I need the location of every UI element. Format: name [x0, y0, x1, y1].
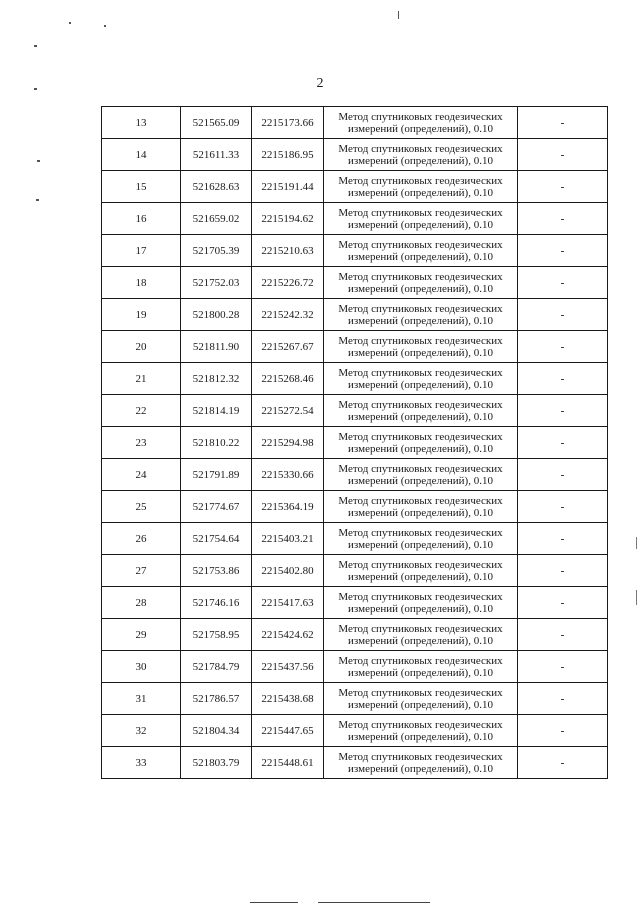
method-text-line-2: измерений (определений), 0.10: [348, 250, 493, 263]
method-cell: [324, 107, 518, 139]
extra-cell: -: [518, 459, 608, 491]
point-number-cell: 14: [102, 139, 181, 171]
x-coordinate-cell: 521804.34: [181, 715, 252, 747]
method-cell: [324, 171, 518, 203]
method-cell: [324, 139, 518, 171]
method-text-line-1: Метод спутниковых геодезических: [338, 430, 503, 443]
y-coordinate-cell: 2215267.67: [252, 331, 324, 363]
method-text-line-2: измерений (определений), 0.10: [348, 570, 493, 583]
method-cell: [324, 331, 518, 363]
extra-cell: -: [518, 747, 608, 779]
x-coordinate-cell: 521812.32: [181, 363, 252, 395]
y-coordinate-cell: 2215330.66: [252, 459, 324, 491]
y-coordinate-cell: 2215402.80: [252, 555, 324, 587]
method-text-line-1: Метод спутниковых геодезических: [338, 654, 503, 667]
method-text-line-1: Метод спутниковых геодезических: [338, 494, 503, 507]
point-number-cell: 13: [102, 107, 181, 139]
extra-cell: -: [518, 587, 608, 619]
extra-cell: -: [518, 363, 608, 395]
method-text-line-2: измерений (определений), 0.10: [348, 634, 493, 647]
method-cell: [324, 427, 518, 459]
point-number-cell: 31: [102, 683, 181, 715]
x-coordinate-cell: 521803.79: [181, 747, 252, 779]
point-number-cell: 26: [102, 523, 181, 555]
x-coordinate-cell: 521784.79: [181, 651, 252, 683]
scan-speck: [34, 45, 37, 47]
method-text-line-2: измерений (определений), 0.10: [348, 442, 493, 455]
method-text-line-1: Метод спутниковых геодезических: [338, 590, 503, 603]
scan-speck: [37, 160, 40, 162]
y-coordinate-cell: 2215191.44: [252, 171, 324, 203]
table-row: [102, 555, 608, 587]
y-coordinate-cell: 2215364.19: [252, 491, 324, 523]
x-coordinate-cell: 521811.90: [181, 331, 252, 363]
point-number-cell: 18: [102, 267, 181, 299]
method-text-line-2: измерений (определений), 0.10: [348, 762, 493, 775]
extra-cell: -: [518, 235, 608, 267]
method-text-line-1: Метод спутниковых геодезических: [338, 686, 503, 699]
table-row: [102, 395, 608, 427]
y-coordinate-cell: 2215448.61: [252, 747, 324, 779]
method-text-line-1: Метод спутниковых геодезических: [338, 558, 503, 571]
point-number-cell: 25: [102, 491, 181, 523]
method-text-line-2: измерений (определений), 0.10: [348, 346, 493, 359]
footer-rule: [318, 902, 430, 903]
y-coordinate-cell: 2215210.63: [252, 235, 324, 267]
method-text-line-1: Метод спутниковых геодезических: [338, 302, 503, 315]
method-text-line-2: измерений (определений), 0.10: [348, 218, 493, 231]
x-coordinate-cell: 521800.28: [181, 299, 252, 331]
method-text-line-2: измерений (определений), 0.10: [348, 506, 493, 519]
y-coordinate-cell: 2215294.98: [252, 427, 324, 459]
method-cell: [324, 683, 518, 715]
method-cell: [324, 491, 518, 523]
point-number-cell: 19: [102, 299, 181, 331]
method-text-line-1: Метод спутниковых геодезических: [338, 398, 503, 411]
table-row: [102, 299, 608, 331]
method-cell: [324, 363, 518, 395]
table-row: [102, 107, 608, 139]
method-text-line-1: Метод спутниковых геодезических: [338, 238, 503, 251]
point-number-cell: 22: [102, 395, 181, 427]
method-text-line-2: измерений (определений), 0.10: [348, 378, 493, 391]
table-row: [102, 651, 608, 683]
y-coordinate-cell: 2215424.62: [252, 619, 324, 651]
method-cell: [324, 267, 518, 299]
method-text-line-1: Метод спутниковых геодезических: [338, 718, 503, 731]
table-row: [102, 267, 608, 299]
x-coordinate-cell: 521705.39: [181, 235, 252, 267]
extra-cell: -: [518, 203, 608, 235]
method-cell: [324, 395, 518, 427]
x-coordinate-cell: 521786.57: [181, 683, 252, 715]
x-coordinate-cell: 521752.03: [181, 267, 252, 299]
y-coordinate-cell: 2215437.56: [252, 651, 324, 683]
y-coordinate-cell: 2215403.21: [252, 523, 324, 555]
extra-cell: -: [518, 139, 608, 171]
method-text-line-1: Метод спутниковых геодезических: [338, 334, 503, 347]
method-text-line-1: Метод спутниковых геодезических: [338, 462, 503, 475]
y-coordinate-cell: 2215226.72: [252, 267, 324, 299]
y-coordinate-cell: 2215438.68: [252, 683, 324, 715]
method-text-line-2: измерений (определений), 0.10: [348, 666, 493, 679]
point-number-cell: 30: [102, 651, 181, 683]
table-row: [102, 747, 608, 779]
method-cell: [324, 619, 518, 651]
method-cell: [324, 587, 518, 619]
table-row: [102, 331, 608, 363]
method-text-line-1: Метод спутниковых геодезических: [338, 110, 503, 123]
coordinates-table: [101, 106, 608, 779]
method-text-line-1: Метод спутниковых геодезических: [338, 142, 503, 155]
extra-cell: -: [518, 619, 608, 651]
table-row: [102, 363, 608, 395]
x-coordinate-cell: 521791.89: [181, 459, 252, 491]
y-coordinate-cell: 2215417.63: [252, 587, 324, 619]
method-cell: [324, 747, 518, 779]
point-number-cell: 33: [102, 747, 181, 779]
point-number-cell: 32: [102, 715, 181, 747]
x-coordinate-cell: 521565.09: [181, 107, 252, 139]
table-row: [102, 523, 608, 555]
table-row: [102, 459, 608, 491]
method-text-line-2: измерений (определений), 0.10: [348, 474, 493, 487]
method-text-line-2: измерений (определений), 0.10: [348, 282, 493, 295]
x-coordinate-cell: 521753.86: [181, 555, 252, 587]
point-number-cell: 29: [102, 619, 181, 651]
scan-edge-line: [636, 590, 637, 605]
method-text-line-2: измерений (определений), 0.10: [348, 602, 493, 615]
x-coordinate-cell: 521810.22: [181, 427, 252, 459]
scan-speck: [34, 88, 37, 90]
x-coordinate-cell: 521746.16: [181, 587, 252, 619]
method-text-line-2: измерений (определений), 0.10: [348, 730, 493, 743]
method-text-line-2: измерений (определений), 0.10: [348, 186, 493, 199]
point-number-cell: 16: [102, 203, 181, 235]
method-text-line-2: измерений (определений), 0.10: [348, 538, 493, 551]
method-cell: [324, 235, 518, 267]
scan-edge-line: [636, 537, 637, 549]
point-number-cell: 24: [102, 459, 181, 491]
table-row: [102, 427, 608, 459]
method-cell: [324, 459, 518, 491]
method-text-line-1: Метод спутниковых геодезических: [338, 526, 503, 539]
y-coordinate-cell: 2215242.32: [252, 299, 324, 331]
table-row: [102, 619, 608, 651]
method-cell: [324, 203, 518, 235]
extra-cell: -: [518, 299, 608, 331]
scan-speck: [398, 11, 399, 19]
point-number-cell: 27: [102, 555, 181, 587]
x-coordinate-cell: 521628.63: [181, 171, 252, 203]
x-coordinate-cell: 521611.33: [181, 139, 252, 171]
method-text-line-2: измерений (определений), 0.10: [348, 154, 493, 167]
scan-speck: [104, 25, 106, 27]
extra-cell: -: [518, 523, 608, 555]
point-number-cell: 20: [102, 331, 181, 363]
extra-cell: -: [518, 651, 608, 683]
x-coordinate-cell: 521758.95: [181, 619, 252, 651]
method-text-line-1: Метод спутниковых геодезических: [338, 206, 503, 219]
method-text-line-1: Метод спутниковых геодезических: [338, 366, 503, 379]
point-number-cell: 17: [102, 235, 181, 267]
method-cell: [324, 299, 518, 331]
table-row: [102, 235, 608, 267]
method-text-line-1: Метод спутниковых геодезических: [338, 270, 503, 283]
extra-cell: -: [518, 267, 608, 299]
extra-cell: -: [518, 427, 608, 459]
table-row: [102, 171, 608, 203]
method-text-line-2: измерений (определений), 0.10: [348, 698, 493, 711]
method-text-line-2: измерений (определений), 0.10: [348, 122, 493, 135]
point-number-cell: 21: [102, 363, 181, 395]
method-cell: [324, 651, 518, 683]
method-text-line-2: измерений (определений), 0.10: [348, 410, 493, 423]
extra-cell: -: [518, 395, 608, 427]
table-row: [102, 715, 608, 747]
method-cell: [324, 523, 518, 555]
table-row: [102, 139, 608, 171]
point-number-cell: 28: [102, 587, 181, 619]
footer-rule: [250, 902, 298, 903]
page-number: 2: [316, 76, 324, 91]
coordinates-table-body: [102, 107, 608, 779]
method-text-line-2: измерений (определений), 0.10: [348, 314, 493, 327]
x-coordinate-cell: 521659.02: [181, 203, 252, 235]
extra-cell: -: [518, 715, 608, 747]
extra-cell: -: [518, 107, 608, 139]
table-row: [102, 683, 608, 715]
point-number-cell: 15: [102, 171, 181, 203]
scan-speck: [69, 22, 71, 24]
method-cell: [324, 555, 518, 587]
table-row: [102, 203, 608, 235]
scan-speck: [36, 199, 39, 201]
extra-cell: -: [518, 555, 608, 587]
extra-cell: -: [518, 171, 608, 203]
y-coordinate-cell: 2215186.95: [252, 139, 324, 171]
extra-cell: -: [518, 331, 608, 363]
x-coordinate-cell: 521774.67: [181, 491, 252, 523]
y-coordinate-cell: 2215272.54: [252, 395, 324, 427]
extra-cell: -: [518, 491, 608, 523]
y-coordinate-cell: 2215173.66: [252, 107, 324, 139]
extra-cell: -: [518, 683, 608, 715]
y-coordinate-cell: 2215268.46: [252, 363, 324, 395]
y-coordinate-cell: 2215447.65: [252, 715, 324, 747]
method-text-line-1: Метод спутниковых геодезических: [338, 750, 503, 763]
method-cell: [324, 715, 518, 747]
x-coordinate-cell: 521754.64: [181, 523, 252, 555]
method-text-line-1: Метод спутниковых геодезических: [338, 622, 503, 635]
table-row: [102, 587, 608, 619]
point-number-cell: 23: [102, 427, 181, 459]
method-text-line-1: Метод спутниковых геодезических: [338, 174, 503, 187]
table-row: [102, 491, 608, 523]
x-coordinate-cell: 521814.19: [181, 395, 252, 427]
y-coordinate-cell: 2215194.62: [252, 203, 324, 235]
